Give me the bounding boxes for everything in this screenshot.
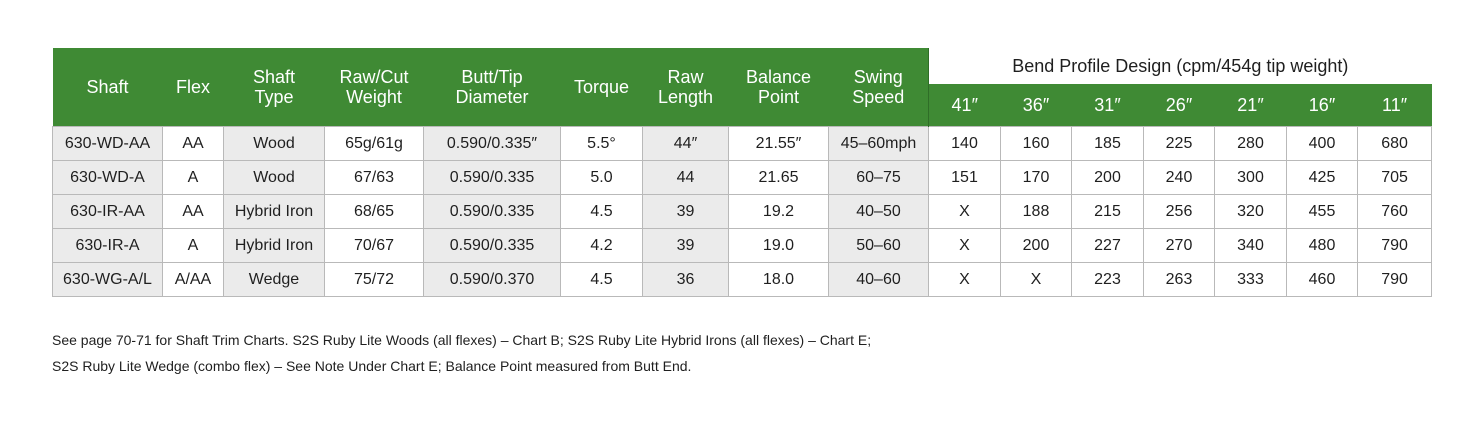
table-row [53, 263, 1432, 297]
cell-balance-point: 19.2 [729, 195, 829, 229]
cell-shaft-type: Hybrid Iron [224, 195, 325, 229]
cell-bend-11: 790 [1358, 229, 1432, 263]
cell-balance-point: 21.55″ [729, 127, 829, 161]
cell-bend-31: 223 [1072, 263, 1144, 297]
cell-raw-length: 44 [643, 161, 729, 195]
header-raw-length-l1: Raw [667, 67, 704, 87]
cell-swing-speed: 50–60 [829, 229, 929, 263]
cell-flex: A [163, 229, 224, 263]
cell-weight: 68/65 [325, 195, 424, 229]
header-diameter-l2: Diameter [455, 87, 529, 107]
cell-bend-41: 140 [929, 127, 1001, 161]
cell-bend-11: 790 [1358, 263, 1432, 297]
cell-bend-36: 200 [1001, 229, 1072, 263]
cell-swing-speed: 40–60 [829, 263, 929, 297]
cell-bend-16: 455 [1287, 195, 1358, 229]
header-weight-l2: Weight [346, 87, 402, 107]
cell-torque: 5.5° [561, 127, 643, 161]
cell-shaft-type: Wedge [224, 263, 325, 297]
header-raw-length [643, 48, 729, 127]
cell-shaft: 630-WG-A/L [53, 263, 163, 297]
header-bend-length: 31″ [1072, 84, 1144, 127]
cell-bend-21: 280 [1215, 127, 1287, 161]
cell-bend-36: 188 [1001, 195, 1072, 229]
cell-torque: 5.0 [561, 161, 643, 195]
header-balance-point-l2: Point [757, 87, 800, 107]
shaft-spec-table [52, 48, 1432, 297]
cell-bend-16: 400 [1287, 127, 1358, 161]
header-balance-point-l1: Balance [745, 67, 812, 87]
cell-diameter: 0.590/0.335 [424, 229, 561, 263]
cell-bend-26: 256 [1144, 195, 1215, 229]
cell-raw-length: 36 [643, 263, 729, 297]
cell-bend-41: 151 [929, 161, 1001, 195]
cell-bend-36: 170 [1001, 161, 1072, 195]
cell-bend-16: 425 [1287, 161, 1358, 195]
cell-diameter: 0.590/0.370 [424, 263, 561, 297]
cell-bend-26: 270 [1144, 229, 1215, 263]
header-torque [561, 48, 643, 127]
cell-bend-31: 215 [1072, 195, 1144, 229]
cell-torque: 4.5 [561, 195, 643, 229]
cell-flex: AA [163, 127, 224, 161]
cell-bend-41: X [929, 263, 1001, 297]
cell-swing-speed: 60–75 [829, 161, 929, 195]
header-shaft-l1: Shaft [86, 77, 129, 97]
cell-bend-21: 320 [1215, 195, 1287, 229]
cell-bend-21: 300 [1215, 161, 1287, 195]
cell-bend-41: X [929, 229, 1001, 263]
cell-diameter: 0.590/0.335 [424, 161, 561, 195]
cell-bend-26: 225 [1144, 127, 1215, 161]
cell-flex: AA [163, 195, 224, 229]
cell-raw-length: 39 [643, 195, 729, 229]
cell-bend-41: X [929, 195, 1001, 229]
cell-balance-point: 19.0 [729, 229, 829, 263]
header-row-top [53, 48, 1432, 84]
header-balance-point [729, 48, 829, 127]
cell-balance-point: 18.0 [729, 263, 829, 297]
cell-shaft: 630-WD-AA [53, 127, 163, 161]
cell-raw-length: 39 [643, 229, 729, 263]
header-weight-l1: Raw/Cut [339, 67, 409, 87]
cell-shaft-type: Hybrid Iron [224, 229, 325, 263]
header-bend-length: 41″ [929, 84, 1001, 127]
table-header [53, 48, 1432, 127]
table-row [53, 127, 1432, 161]
table-row [53, 195, 1432, 229]
header-shaft [53, 48, 163, 127]
header-torque-l1: Torque [573, 77, 630, 97]
cell-bend-31: 227 [1072, 229, 1144, 263]
cell-flex: A/AA [163, 263, 224, 297]
header-flex-l1: Flex [175, 77, 210, 97]
header-shaft-type-l2: Type [254, 87, 294, 107]
cell-bend-36: X [1001, 263, 1072, 297]
table-row [53, 161, 1432, 195]
cell-weight: 65g/61g [325, 127, 424, 161]
cell-shaft: 630-WD-A [53, 161, 163, 195]
footnote-line-2: S2S Ruby Lite Wedge (combo flex) – See Note Under Chart E; Balance Point measured from Butt End. [52, 358, 692, 374]
shaft-spec-table-container [52, 48, 1431, 297]
cell-weight: 75/72 [325, 263, 424, 297]
cell-flex: A [163, 161, 224, 195]
cell-diameter: 0.590/0.335″ [424, 127, 561, 161]
cell-swing-speed: 45–60mph [829, 127, 929, 161]
header-bend-profile-title: Bend Profile Design (cpm/454g tip weight) [929, 48, 1432, 84]
cell-shaft-type: Wood [224, 161, 325, 195]
cell-torque: 4.2 [561, 229, 643, 263]
cell-diameter: 0.590/0.335 [424, 195, 561, 229]
cell-bend-31: 200 [1072, 161, 1144, 195]
header-weight [325, 48, 424, 127]
header-bend-length: 16″ [1287, 84, 1358, 127]
cell-bend-36: 160 [1001, 127, 1072, 161]
header-bend-length: 11″ [1358, 84, 1432, 127]
header-swing-speed-l2: Speed [852, 87, 905, 107]
cell-weight: 67/63 [325, 161, 424, 195]
header-shaft-type [224, 48, 325, 127]
header-raw-length-l2: Length [657, 87, 714, 107]
header-flex [163, 48, 224, 127]
cell-shaft-type: Wood [224, 127, 325, 161]
cell-bend-11: 705 [1358, 161, 1432, 195]
table-row [53, 229, 1432, 263]
table-body [53, 127, 1432, 297]
header-diameter-l1: Butt/Tip [461, 67, 523, 87]
cell-weight: 70/67 [325, 229, 424, 263]
cell-bend-11: 680 [1358, 127, 1432, 161]
cell-bend-16: 460 [1287, 263, 1358, 297]
header-bend-length: 21″ [1215, 84, 1287, 127]
header-swing-speed-l1: Swing [853, 67, 903, 87]
header-diameter [424, 48, 561, 127]
header-bend-length: 36″ [1001, 84, 1072, 127]
cell-swing-speed: 40–50 [829, 195, 929, 229]
cell-bend-21: 340 [1215, 229, 1287, 263]
cell-bend-26: 240 [1144, 161, 1215, 195]
footnotes [52, 327, 871, 379]
cell-shaft: 630-IR-A [53, 229, 163, 263]
cell-shaft: 630-IR-AA [53, 195, 163, 229]
header-swing-speed [829, 48, 929, 127]
cell-balance-point: 21.65 [729, 161, 829, 195]
cell-bend-11: 760 [1358, 195, 1432, 229]
header-bend-length: 26″ [1144, 84, 1215, 127]
header-shaft-type-l1: Shaft [252, 67, 296, 87]
cell-bend-21: 333 [1215, 263, 1287, 297]
footnote-line-1: See page 70-71 for Shaft Trim Charts. S2S Ruby Lite Woods (all flexes) – Chart B; S2S Ruby Lite Hybrid Irons (all flexes) – Chart E; [52, 332, 872, 348]
cell-torque: 4.5 [561, 263, 643, 297]
cell-bend-31: 185 [1072, 127, 1144, 161]
cell-bend-26: 263 [1144, 263, 1215, 297]
cell-bend-16: 480 [1287, 229, 1358, 263]
cell-raw-length: 44″ [643, 127, 729, 161]
